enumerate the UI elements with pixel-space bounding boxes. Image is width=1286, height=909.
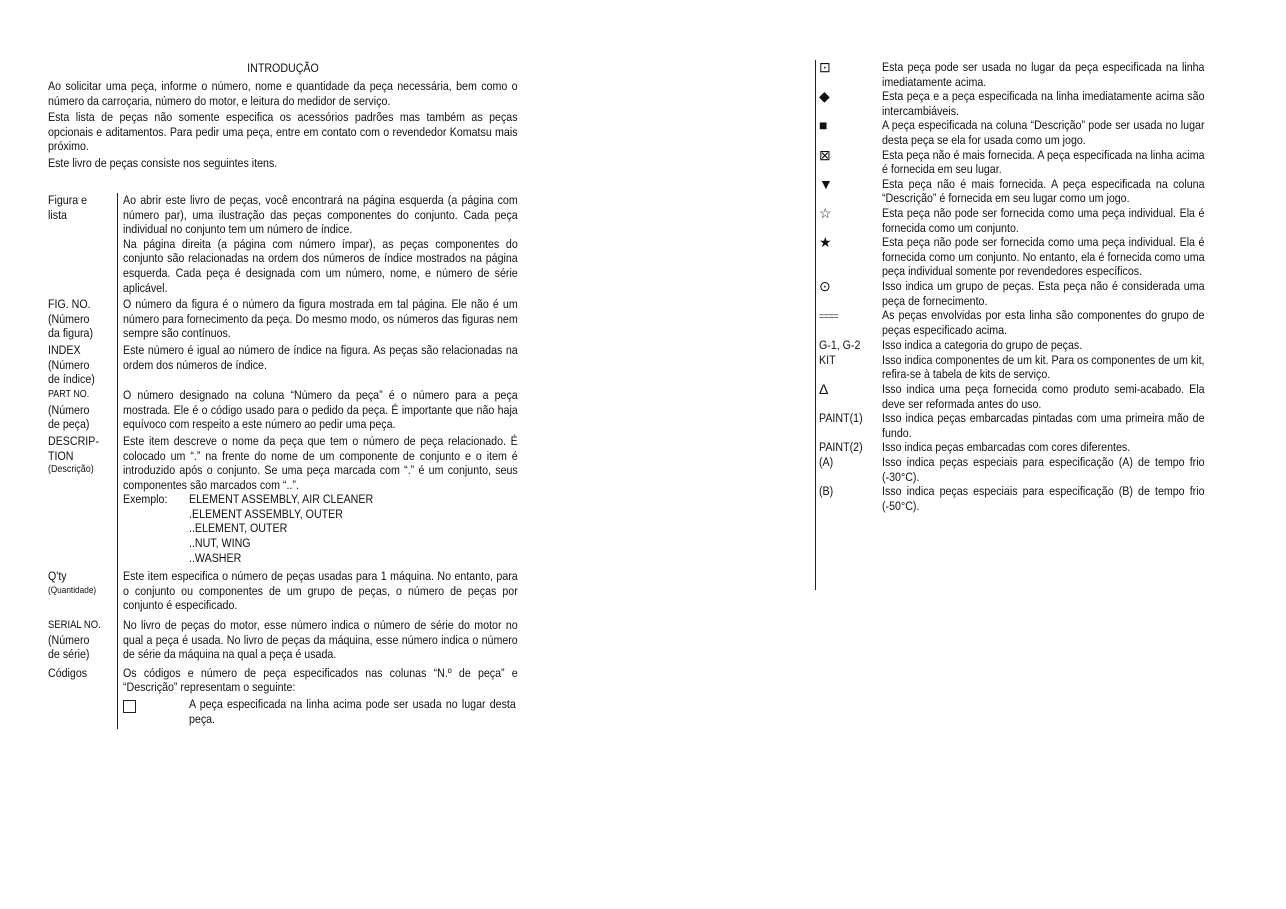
code-row bbox=[815, 148, 1215, 177]
code-description: Isso indica peças especiais para especificação (B) de tempo frio (-50°C). bbox=[882, 484, 1205, 513]
code-description: Isso indica peças embarcadas com cores diferentes. bbox=[882, 440, 1131, 455]
definition-text: Este item especifica o número de peças usadas para 1 máquina. No entanto, para o conjunto ou componentes de um grupo de peças, o número de peças por conjunto é especificado. bbox=[123, 569, 518, 613]
right-page bbox=[815, 60, 1215, 513]
definition-text: No livro de peças do motor, esse número indica o número de série do motor no qual a peça é usada. No livro de peças da máquina, esse número indica o número de série da máquina na qual a peça é usada. bbox=[123, 618, 518, 662]
definition-fig-no bbox=[48, 297, 518, 343]
code-description: As peças envolvidas por esta linha são componentes do grupo de peças especificado acima. bbox=[882, 308, 1205, 337]
circled-dot-icon: ⊙ bbox=[819, 277, 831, 294]
boxed-dot-icon: ⊡ bbox=[819, 59, 831, 75]
filled-star-icon: ★ bbox=[819, 234, 832, 251]
definition-description bbox=[48, 434, 518, 569]
code-row bbox=[815, 206, 1215, 235]
code-row bbox=[815, 440, 1215, 455]
definition-label: PART NO. (Número de peça) bbox=[48, 389, 90, 432]
code-symbol: PAINT(2) bbox=[819, 440, 863, 455]
code-row bbox=[815, 338, 1215, 353]
code-row bbox=[815, 118, 1215, 147]
code-description: Esta peça não pode ser fornecida como uma peça individual. Ela é fornecida como um conjunto. No entanto, ela é fornecida como uma peça individual somente por revendedores específicos. bbox=[882, 235, 1205, 279]
code-row bbox=[815, 411, 1215, 440]
definition-qty bbox=[48, 569, 518, 618]
code-row bbox=[815, 89, 1215, 118]
code-row bbox=[815, 484, 1215, 513]
definition-text: Na página direita (a página com número ímpar), as peças componentes do conjunto são relacionadas na ordem dos números de índice mostrados na página esquerda. Cada peça é designada com um número, nome, e número de série aplicável. bbox=[123, 236, 518, 295]
intro-paragraph: Ao solicitar uma peça, informe o número, nome e quantidade da peça necessária, bem como o número da carroçaria, número do motor, e leitura do medidor de serviço. bbox=[48, 79, 518, 108]
definition-serial-no bbox=[48, 618, 518, 666]
definitions-list bbox=[48, 193, 518, 729]
definition-index bbox=[48, 343, 518, 388]
definition-codigos bbox=[48, 666, 518, 729]
definition-label: Códigos bbox=[48, 665, 88, 680]
filled-square-icon: ■ bbox=[819, 117, 828, 134]
code-symbol: (A) bbox=[819, 455, 834, 470]
code-row bbox=[815, 177, 1215, 206]
code-description: Esta peça pode ser usada no lugar da peça especificada na linha imediatamente acima. bbox=[882, 60, 1205, 89]
example-line: .ELEMENT ASSEMBLY, OUTER bbox=[189, 506, 343, 521]
example-line: ..ELEMENT, OUTER bbox=[189, 521, 288, 536]
vertical-rule bbox=[815, 60, 816, 590]
intro-text bbox=[48, 79, 594, 173]
code-row bbox=[815, 279, 1215, 308]
code-description: Isso indica peças embarcadas pintadas com uma primeira mão de fundo. bbox=[882, 411, 1205, 440]
code-row bbox=[815, 455, 1215, 484]
boxed-x-icon: ⊠ bbox=[819, 146, 831, 163]
definition-label: INDEX (Número de índice) bbox=[48, 342, 95, 387]
definition-text: Este item descreve o nome da peça que tem o número de peça relacionado. É colocado um “.” na frente do nome de um componente de conjunto e o item é introduzido após o conjunto. Se uma peça marcada com “.” é um conjunto, seus componentes são marcados com “..”. bbox=[123, 433, 518, 492]
code-symbol: (B) bbox=[819, 484, 834, 499]
definition-text: O número designado na coluna “Número da peça” é o número para a peça mostrada. Ele é o código usado para o pedido da peça. É importante que não haja equívoco com respeito a este número ao pedir uma peça. bbox=[123, 388, 518, 432]
code-description: Isso indica peças especiais para especificação (A) de tempo frio (-30°C). bbox=[882, 455, 1205, 484]
definition-figura-lista bbox=[48, 193, 518, 297]
definition-label: SERIAL NO. (Número de série) bbox=[48, 619, 101, 662]
code-description: Isso indica a categoria do grupo de peças. bbox=[882, 338, 1083, 353]
code-description: Esta peça não é mais fornecida. A peça especificada na linha acima é fornecida em seu lugar. bbox=[882, 147, 1205, 177]
example-line: ..NUT, WING bbox=[189, 536, 251, 551]
code-text: A peça especificada na linha acima pode ser usada no lugar desta peça. bbox=[189, 697, 516, 726]
code-symbol: KIT bbox=[819, 352, 836, 367]
code-row bbox=[815, 235, 1215, 279]
definition-text: O número da figura é o número da figura mostrada em tal página. Ele não é um número para fornecimento da peça. Do mesmo modo, os números das figuras nem sempre são contínuos. bbox=[123, 297, 518, 341]
code-row bbox=[815, 308, 1215, 337]
code-row bbox=[815, 60, 1215, 89]
code-description: Esta peça e a peça especificada na linha imediatamente acima são intercambiáveis. bbox=[882, 89, 1205, 118]
definition-text: Este número é igual ao número de índice na figura. As peças são relacionadas na ordem dos números de índice. bbox=[123, 342, 518, 372]
code-description: A peça especificada na coluna “Descrição” pode ser usada no lugar desta peça se ela for usada como um jogo. bbox=[882, 118, 1205, 147]
code-description: Isso indica um grupo de peças. Esta peça não é considerada uma peça de fornecimento. bbox=[882, 278, 1205, 308]
definition-text: Ao abrir este livro de peças, você encontrará na página esquerda (a página com número par), uma ilustração das peças componentes do conjunto. Cada peça individual no conjunto tem um número de índice. bbox=[123, 193, 518, 237]
example-block bbox=[123, 492, 648, 565]
dashed-line-icon: ==== bbox=[819, 311, 839, 322]
definition-part-no bbox=[48, 388, 518, 434]
code-description: Esta peça não é mais fornecida. A peça especificada na coluna “Descrição” é fornecida em seu lugar como um jogo. bbox=[882, 176, 1205, 206]
code-description: Isso indica uma peça fornecida como produto semi-acabado. Ela deve ser reformada antes do uso. bbox=[882, 382, 1205, 411]
down-triangle-icon: ▼ bbox=[819, 175, 833, 192]
code-symbol: G-1, G-2 bbox=[819, 338, 861, 353]
open-box-icon bbox=[123, 700, 136, 713]
example-line: ..WASHER bbox=[189, 550, 242, 565]
diamond-icon: ◆ bbox=[819, 88, 830, 105]
definition-label: DESCRIP- TION (Descrição) bbox=[48, 433, 99, 476]
code-description: Esta peça não pode ser fornecida como uma peça individual. Ela é fornecida como um conjunto. bbox=[882, 205, 1205, 235]
intro-paragraph: Esta lista de peças não somente especifica os acessórios padrões mas também as peças opcionais e aditamentos. Para pedir uma peça, entre em contato com o revendedor Komatsu mais próximo. bbox=[48, 110, 518, 154]
definition-text: Os códigos e número de peça especificados nas colunas “N.º de peça” e “Descrição” representam o seguinte: bbox=[123, 665, 518, 695]
code-description: Isso indica componentes de um kit. Para os componentes de um kit, refira-se à tabela de kits de serviço. bbox=[882, 352, 1205, 382]
definition-label: Q'ty (Quantidade) bbox=[48, 569, 97, 596]
codes-list bbox=[815, 60, 1215, 513]
code-open-box-row bbox=[123, 697, 582, 726]
code-symbol: PAINT(1) bbox=[819, 411, 863, 426]
example-label: Exemplo: bbox=[123, 492, 168, 507]
left-page bbox=[48, 0, 518, 909]
definition-label: FIG. NO. (Número da figura) bbox=[48, 297, 94, 341]
code-row bbox=[815, 382, 1215, 411]
page-title: INTRODUÇÃO bbox=[247, 61, 319, 75]
code-row bbox=[815, 353, 1215, 382]
outline-star-icon: ☆ bbox=[819, 204, 832, 221]
example-line: ELEMENT ASSEMBLY, AIR CLEANER bbox=[189, 492, 374, 507]
intro-paragraph: Este livro de peças consiste nos seguintes itens. bbox=[48, 155, 278, 170]
delta-icon: Δ bbox=[819, 381, 829, 398]
definition-label: Figura e lista bbox=[48, 193, 88, 222]
